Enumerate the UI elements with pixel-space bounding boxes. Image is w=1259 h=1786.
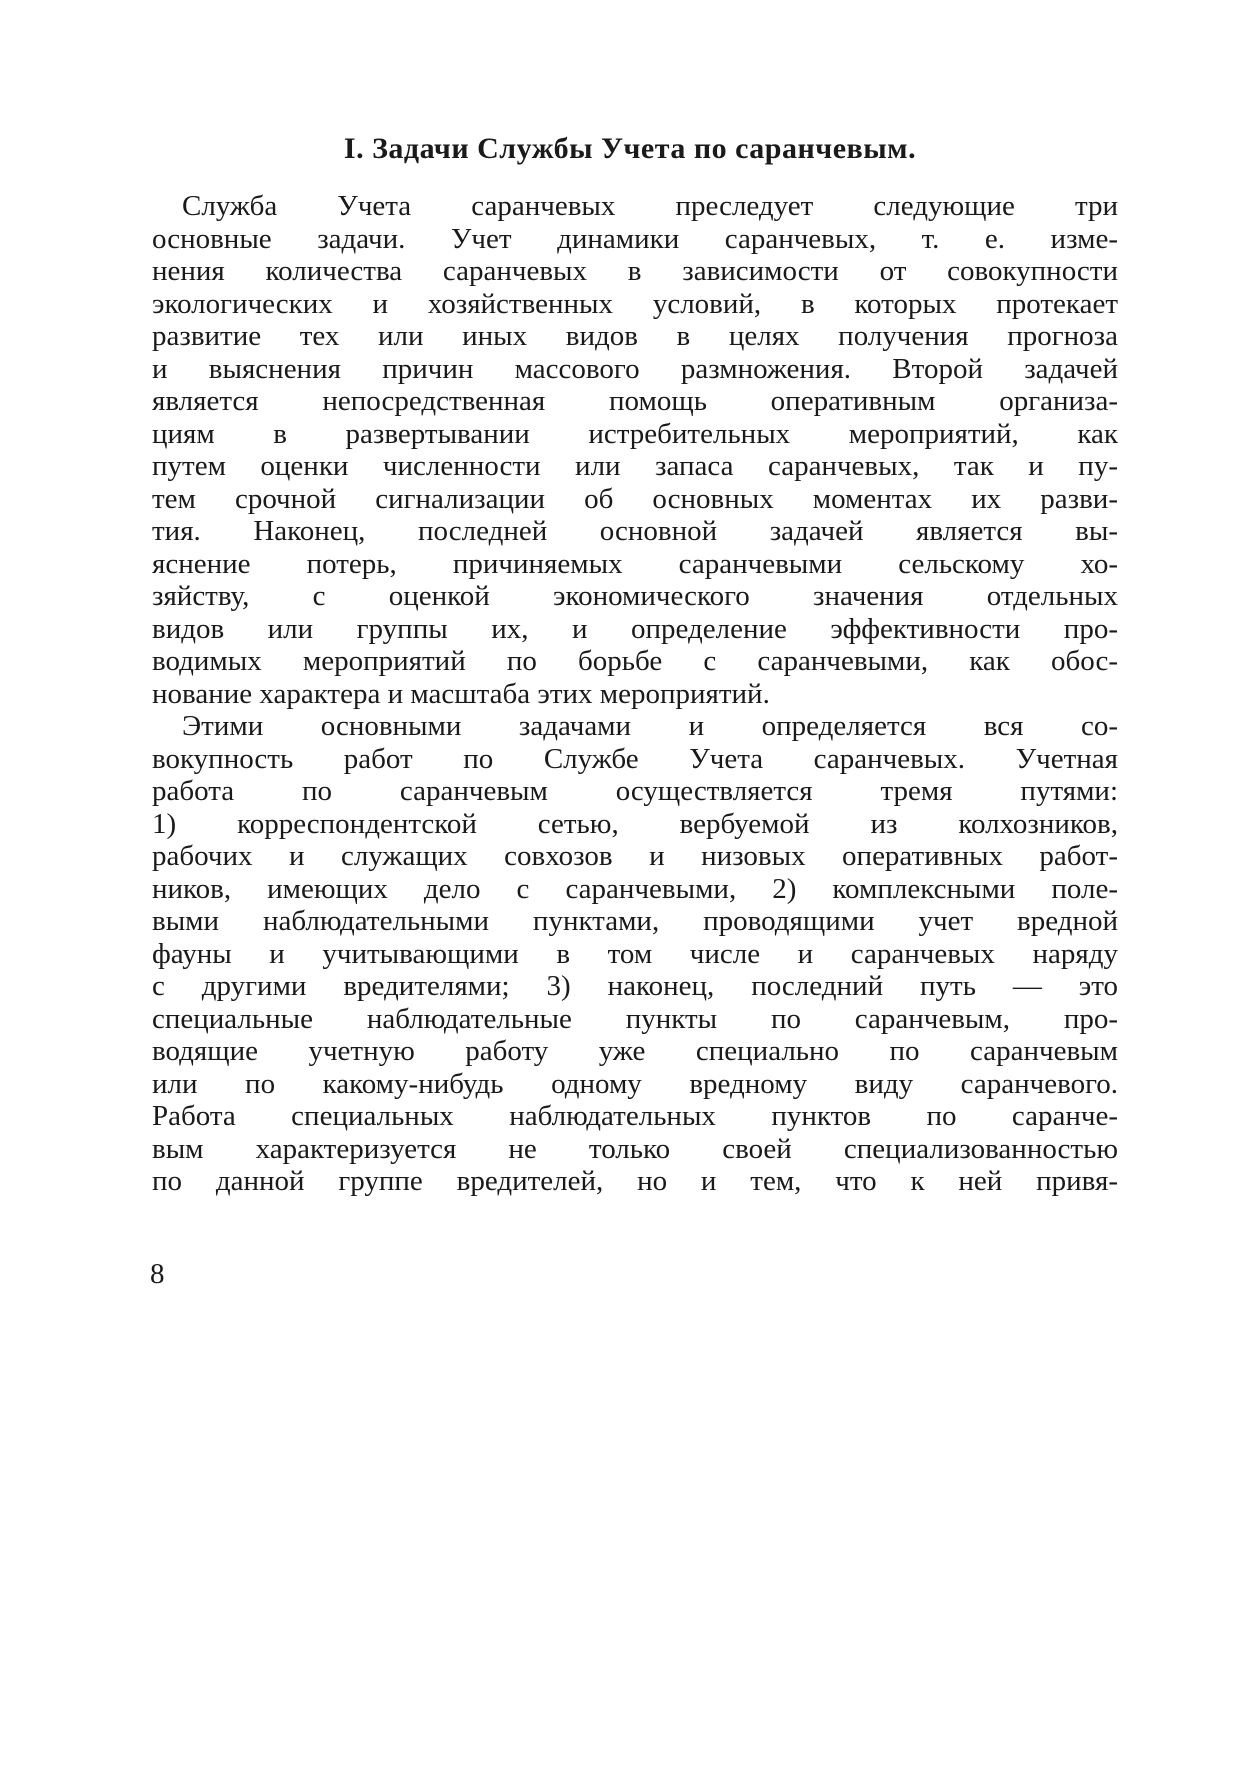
text-line: Служба Учета саранчевых преследует следующие три [182,190,1118,222]
text-line: развитие тех или иных видов в целях получения прогноза [152,320,1118,352]
section-heading: I. Задачи Службы Учета по саранчевым. [343,132,917,165]
text-line: вым характеризуется не только своей специализованностью [152,1132,1118,1165]
text-line: 1) корреспондентской сетью, вербуемой из колхозников, [152,807,1118,840]
text-line: с другими вредителями; 3) наконец, последний путь — это [152,970,1118,1002]
body-text [152,190,1118,1198]
text-line: вокупность работ по Службе Учета саранчевых. Учетная [152,742,1118,775]
text-line: основные задачи. Учет динамики саранчевых, т. е. изме- [152,222,1118,255]
text-line: работа по саранчевым осуществляется тремя путями: [152,775,1118,807]
text-line: является непосредственная помощь оперативным организа- [152,385,1118,417]
text-line: водимых мероприятий по борьбе с саранчевыми, как обос- [152,645,1118,677]
page-number: 8 [150,1258,165,1290]
text-line: выми наблюдательными пунктами, проводящими учет вредной [152,905,1118,937]
text-line: путем оценки численности или запаса саранчевых, так и пу- [152,450,1118,482]
text-line: Этими основными задачами и определяется вся со- [182,710,1118,742]
text-line: экологических и хозяйственных условий, в которых протекает [152,287,1118,320]
text-line: зяйству, с оценкой экономического значения отдельных [152,580,1118,612]
text-line: яснение потерь, причиняемых саранчевыми сельскому хо- [152,547,1118,580]
text-line: тем срочной сигнализации об основных моментах их разви- [152,482,1118,515]
text-line: специальные наблюдательные пункты по саранчевым, про- [152,1002,1118,1035]
text-line: или по какому-нибудь одному вредному виду саранчевого. [152,1067,1118,1100]
text-line: рабочих и служащих совхозов и низовых оперативных работ- [152,840,1118,872]
text-line: водящие учетную работу уже специально по саранчевым [152,1035,1118,1067]
text-line: тия. Наконец, последней основной задачей является вы- [152,515,1118,547]
text-line: нование характера и масштаба этих мероприятий. [152,677,770,710]
text-line: видов или группы их, и определение эффективности про- [152,612,1118,645]
text-line: по данной группе вредителей, но и тем, что к ней привя- [152,1165,1118,1197]
text-line: ников, имеющих дело с саранчевыми, 2) комплексными поле- [152,872,1118,905]
text-line: циям в развертывании истребительных мероприятий, как [152,417,1118,450]
text-line: нения количества саранчевых в зависимости от совокупности [152,255,1118,287]
text-line: фауны и учитывающими в том числе и саранчевых наряду [152,937,1118,970]
text-line: и выяснения причин массового размножения. Второй задачей [152,352,1118,385]
text-line: Работа специальных наблюдательных пунктов по саранче- [152,1100,1118,1132]
